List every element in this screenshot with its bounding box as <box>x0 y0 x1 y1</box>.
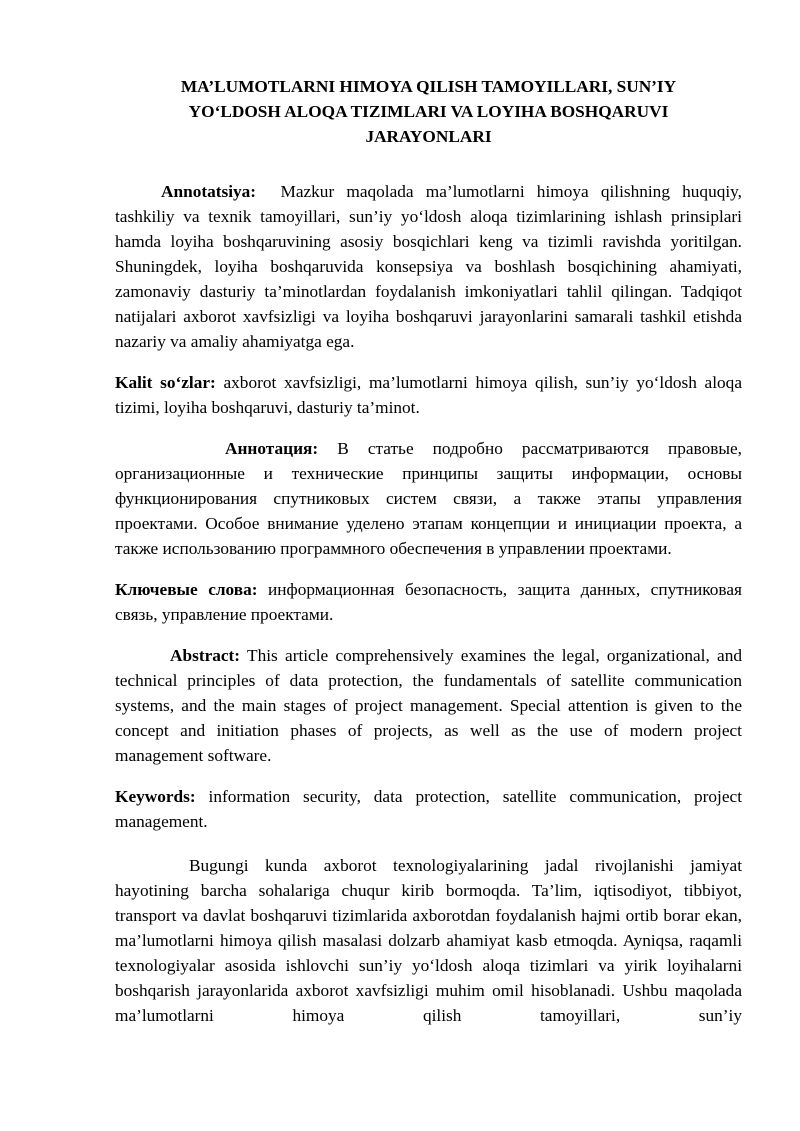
article-title <box>115 74 742 149</box>
annotation-uz <box>115 179 742 354</box>
keywords-en-text: information security, data protection, satellite communication, project management. <box>115 787 742 831</box>
keywords-en-label: Keywords: <box>115 787 196 806</box>
keywords-uz <box>115 370 742 420</box>
keywords-en <box>115 784 742 834</box>
annotation-uz-text: Mazkur maqolada ma’lumotlarni himoya qilishning huquqiy, tashkiliy va texnik tamoyillari, sun’iy yo‘ldosh aloqa tizimlarining ishlash prinsiplari hamda loyiha boshqaruvining asosiy bosqichlari keng va tizimli ravishda yoritilgan. Shuningdek, loyiha boshqaruvida konsepsiya va boshlash bosqichining ahamiyati, zamonaviy dasturiy ta’minotlardan foydalanish imkoniyatlari tahlil qilingan. Tadqiqot natijalari axborot xavfsizligi va loyiha boshqaruvi jarayonlarini samarali tashkil etishda nazariy va amaliy ahamiyatga ega. <box>115 182 742 351</box>
keywords-ru <box>115 577 742 627</box>
abstract-en-label: Abstract: <box>170 646 241 665</box>
annotation-ru-text: В статье подробно рассматриваются правовые, организационные и технические принципы защиты информации, основы функционирования спутниковых систем связи, а также этапы управления проектами. Особое внимание уделено этапам концепции и инициации проекта, а также использованию программного обеспечения в управлении проектами. <box>115 439 742 558</box>
annotation-ru <box>115 436 742 561</box>
body-paragraph: Bugungi kunda axborot texnologiyalarining jadal rivojlanishi jamiyat hayotining barcha sohalariga chuqur kirib bormoqda. Ta’lim, iqtisodiyot, tibbiyot, transport va davlat boshqaruvi tizimlarida axborotdan foydalanish hajmi ortib borar ekan, ma’lumotlarni himoya qilish masalasi dolzarb ahamiyat kasb etmoqda. Ayniqsa, raqamli texnologiyalar asosida ishlovchi sun’iy yo‘ldosh aloqa tizimlari va yirik loyihalarni boshqarish jarayonlarida axborot xavfsizligi muhim omil hisoblanadi. Ushbu maqolada ma’lumotlarni himoya qilish tamoyillari, sun’iy <box>115 856 742 1025</box>
title-line-3: JARAYONLARI <box>365 127 492 146</box>
annotation-uz-label: Annotatsiya: <box>161 182 257 201</box>
keywords-uz-text: axborot xavfsizligi, ma’lumotlarni himoya qilish, sun’iy yo‘ldosh aloqa tizimi, loyiha boshqaruvi, dasturiy ta’minot. <box>115 373 742 417</box>
keywords-ru-text: информационная безопасность, защита данных, спутниковая связь, управление проектами. <box>115 580 742 624</box>
article-page <box>115 74 742 1028</box>
title-line-2: YO‘LDOSH ALOQA TIZIMLARI VA LOYIHA BOSHQARUVI <box>188 102 669 121</box>
title-line-1: MA’LUMOTLARNI HIMOYA QILISH TAMOYILLARI, SUN’IY <box>180 77 677 96</box>
abstract-en-text: This article comprehensively examines the legal, organizational, and technical principles of data protection, the fundamentals of satellite communication systems, and the main stages of project management. Special attention is given to the concept and initiation phases of projects, as well as the use of modern project management software. <box>115 646 742 765</box>
abstract-en <box>115 643 742 768</box>
keywords-ru-label: Ключевые слова: <box>115 580 258 599</box>
keywords-uz-label: Kalit so‘zlar: <box>115 373 216 392</box>
annotation-ru-label: Аннотация: <box>225 439 319 458</box>
